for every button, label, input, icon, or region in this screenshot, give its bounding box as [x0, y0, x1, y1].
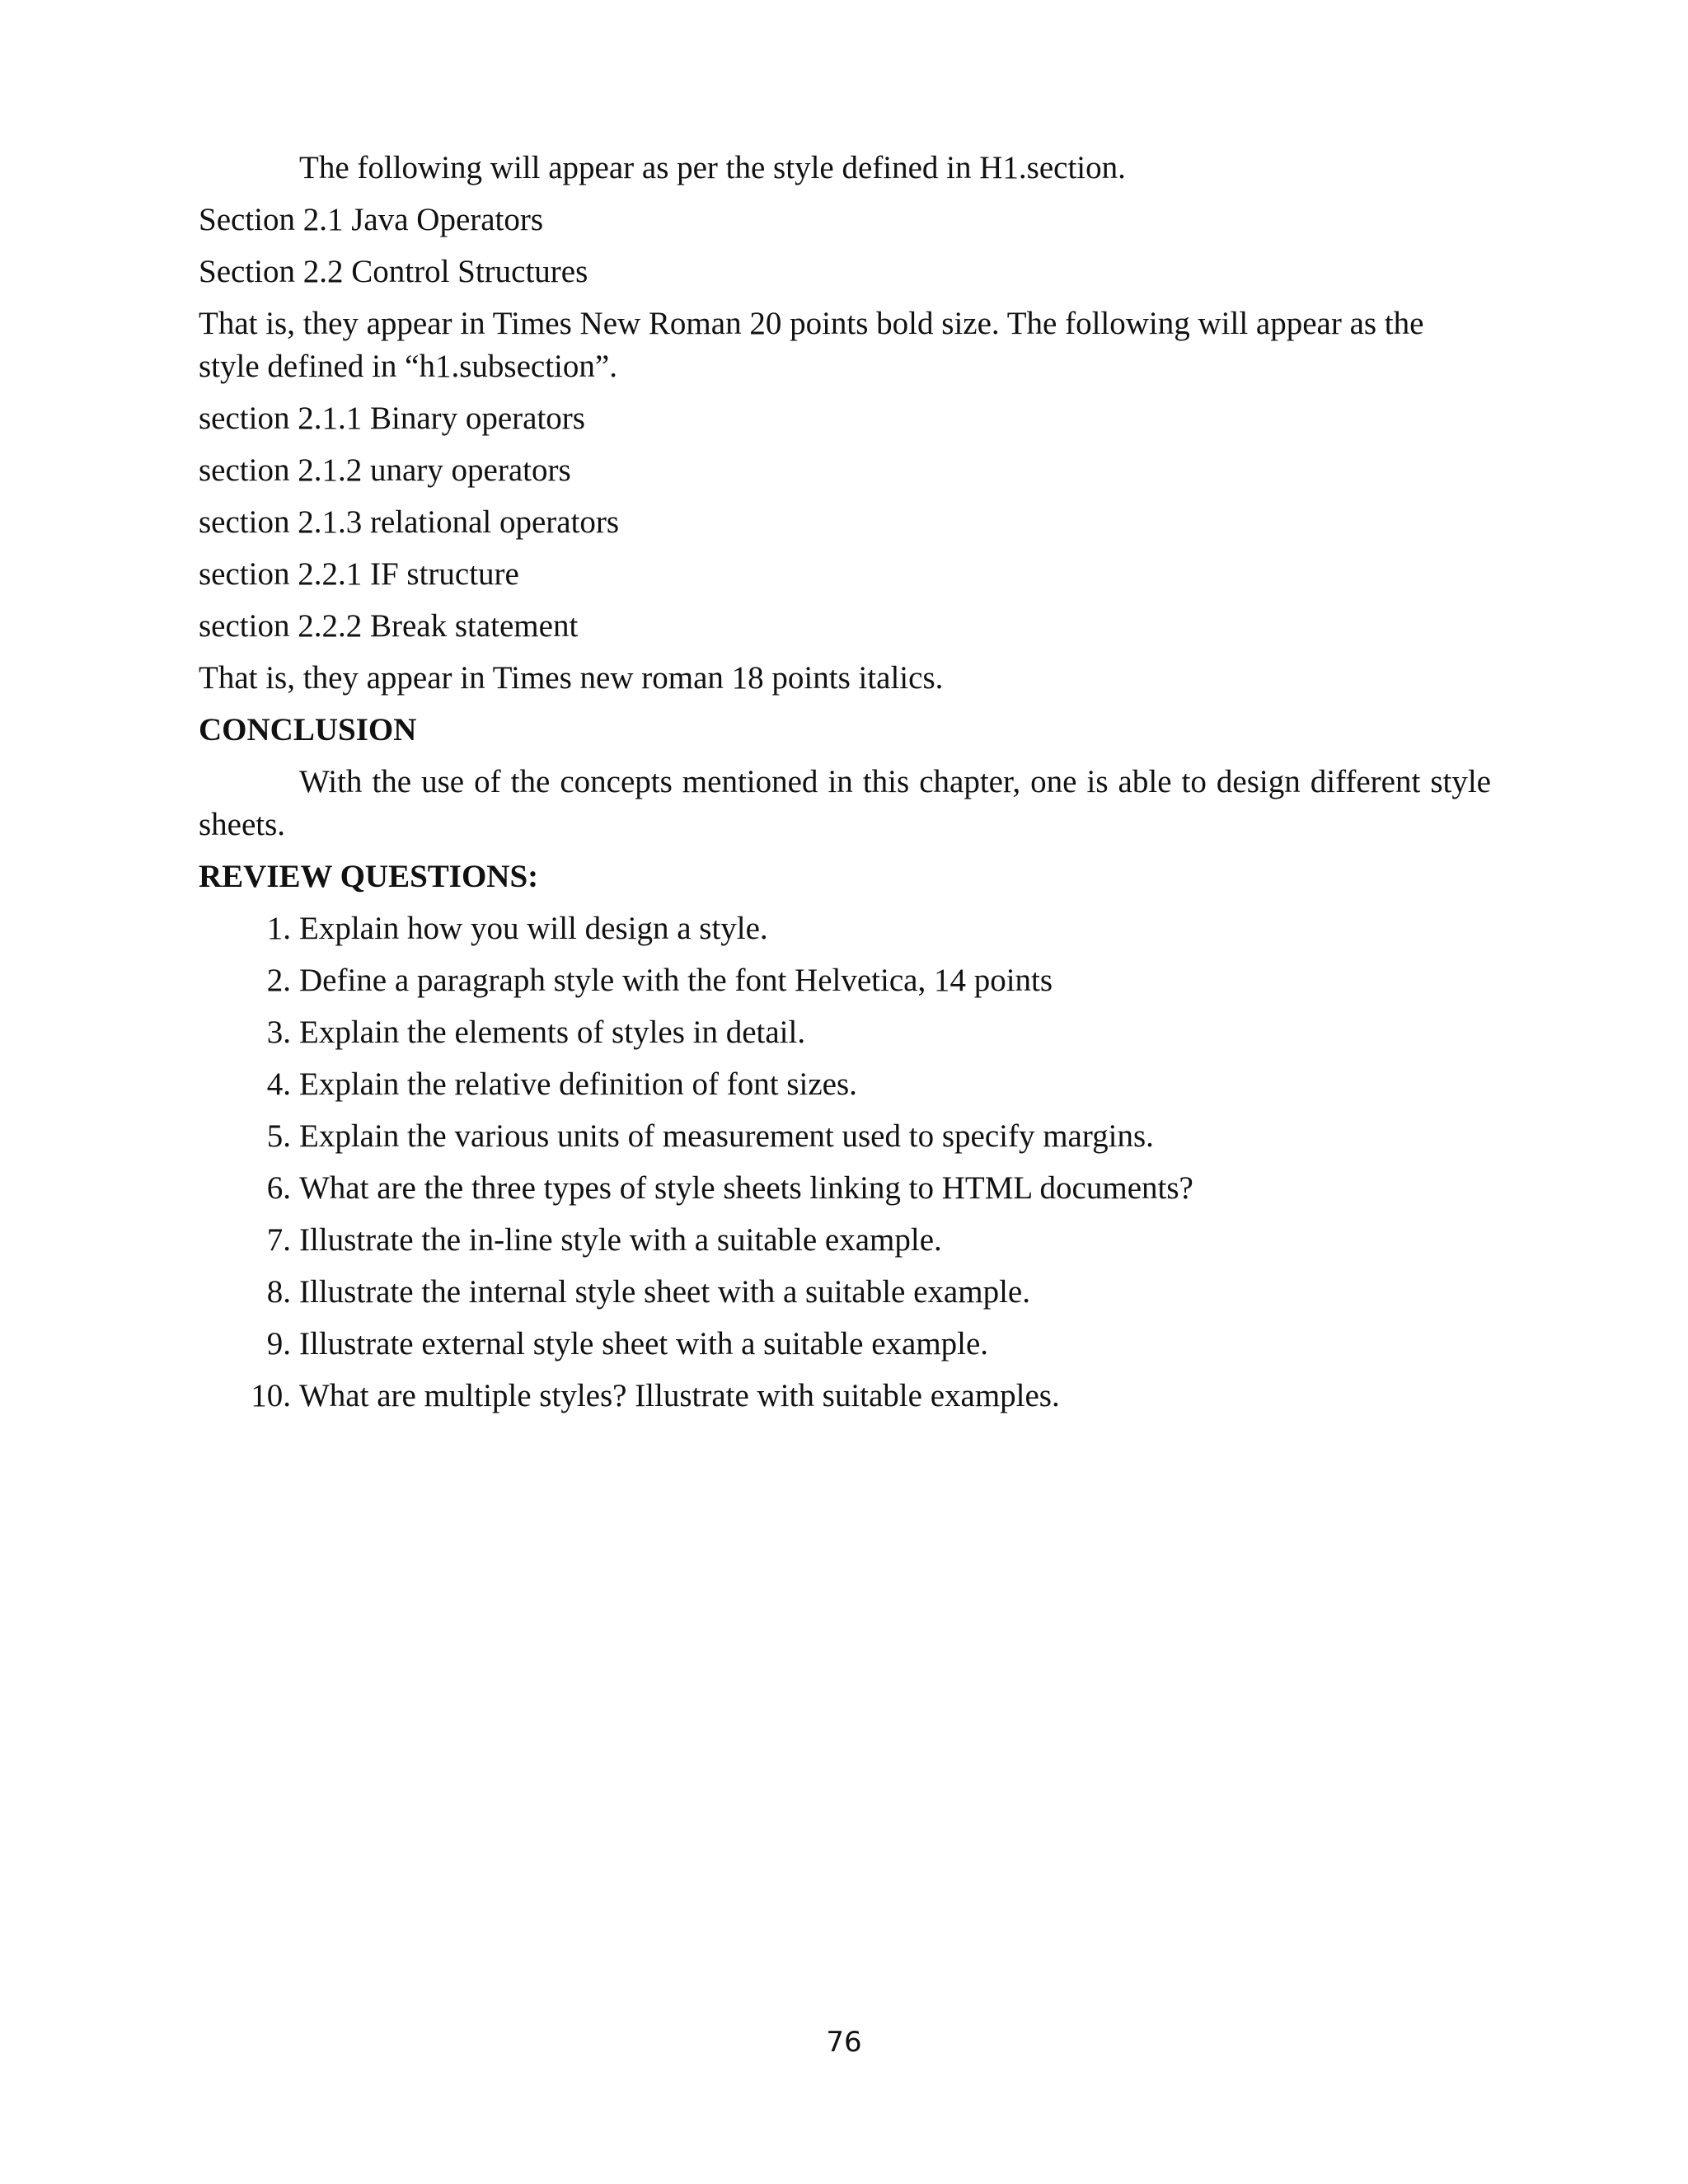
conclusion-paragraph: With the use of the concepts mentioned in this chapter, one is able to design different style sheets.: [199, 764, 1491, 842]
list-item-number: 5.: [266, 1118, 291, 1154]
subsection-line: section 2.1.3 relational operators: [199, 504, 620, 540]
list-item: [199, 1115, 1491, 1158]
section-line: Section 2.1 Java Operators: [199, 202, 544, 237]
conclusion-heading: CONCLUSION: [199, 712, 417, 748]
list-item-text: Explain the various units of measurement used to specify margins.: [299, 1118, 1154, 1154]
list-item-text: Explain the elements of styles in detail.: [299, 1015, 806, 1050]
subsection-style-paragraph: That is, they appear in Times new roman 18 points italics.: [199, 660, 944, 696]
list-item: [199, 1011, 1491, 1054]
list-item-number: 3.: [266, 1015, 291, 1050]
list-item: [199, 1063, 1491, 1106]
list-item-number: 6.: [266, 1170, 291, 1206]
list-item: [199, 1167, 1491, 1210]
list-item-number: 2.: [266, 963, 291, 998]
list-item-text: What are the three types of style sheets linking to HTML documents?: [299, 1170, 1193, 1206]
subsection-line: section 2.1.2 unary operators: [199, 452, 571, 488]
list-item-text: What are multiple styles? Illustrate with suitable examples.: [299, 1378, 1060, 1413]
list-item-text: Explain the relative definition of font sizes.: [299, 1066, 857, 1102]
list-item-text: Illustrate the in-line style with a suitable example.: [299, 1222, 942, 1258]
subsection-line: section 2.1.1 Binary operators: [199, 401, 585, 436]
page-number: 76: [826, 2026, 862, 2059]
list-item: [199, 1375, 1491, 1418]
list-item-number: 4.: [266, 1066, 291, 1102]
intro-paragraph: The following will appear as per the style defined in H1.section.: [299, 150, 1126, 185]
review-questions-list: [199, 907, 1491, 1418]
list-item: [199, 907, 1491, 950]
list-item: [199, 1271, 1491, 1314]
list-item: [199, 1323, 1491, 1366]
list-item: [199, 959, 1491, 1002]
page-body: [199, 147, 1491, 1427]
list-item-text: Illustrate the internal style sheet with a suitable example.: [299, 1274, 1030, 1310]
list-item: [199, 1219, 1491, 1262]
list-item-number: 9.: [266, 1326, 291, 1361]
subsection-line: section 2.2.1 IF structure: [199, 556, 519, 592]
list-item-number: 7.: [266, 1222, 291, 1258]
h1-style-paragraph: That is, they appear in Times New Roman 20 points bold size. The following will appear as the style defined in “h1.subsection”.: [199, 306, 1424, 384]
list-item-number: 1.: [266, 911, 291, 946]
list-item-number: 10.: [251, 1378, 291, 1413]
list-item-text: Explain how you will design a style.: [299, 911, 768, 946]
list-item-text: Define a paragraph style with the font Helvetica, 14 points: [299, 963, 1053, 998]
subsection-line: section 2.2.2 Break statement: [199, 608, 579, 644]
review-questions-heading: REVIEW QUESTIONS:: [199, 859, 539, 894]
list-item-number: 8.: [266, 1274, 291, 1310]
section-line: Section 2.2 Control Structures: [199, 254, 588, 289]
list-item-text: Illustrate external style sheet with a suitable example.: [299, 1326, 989, 1361]
